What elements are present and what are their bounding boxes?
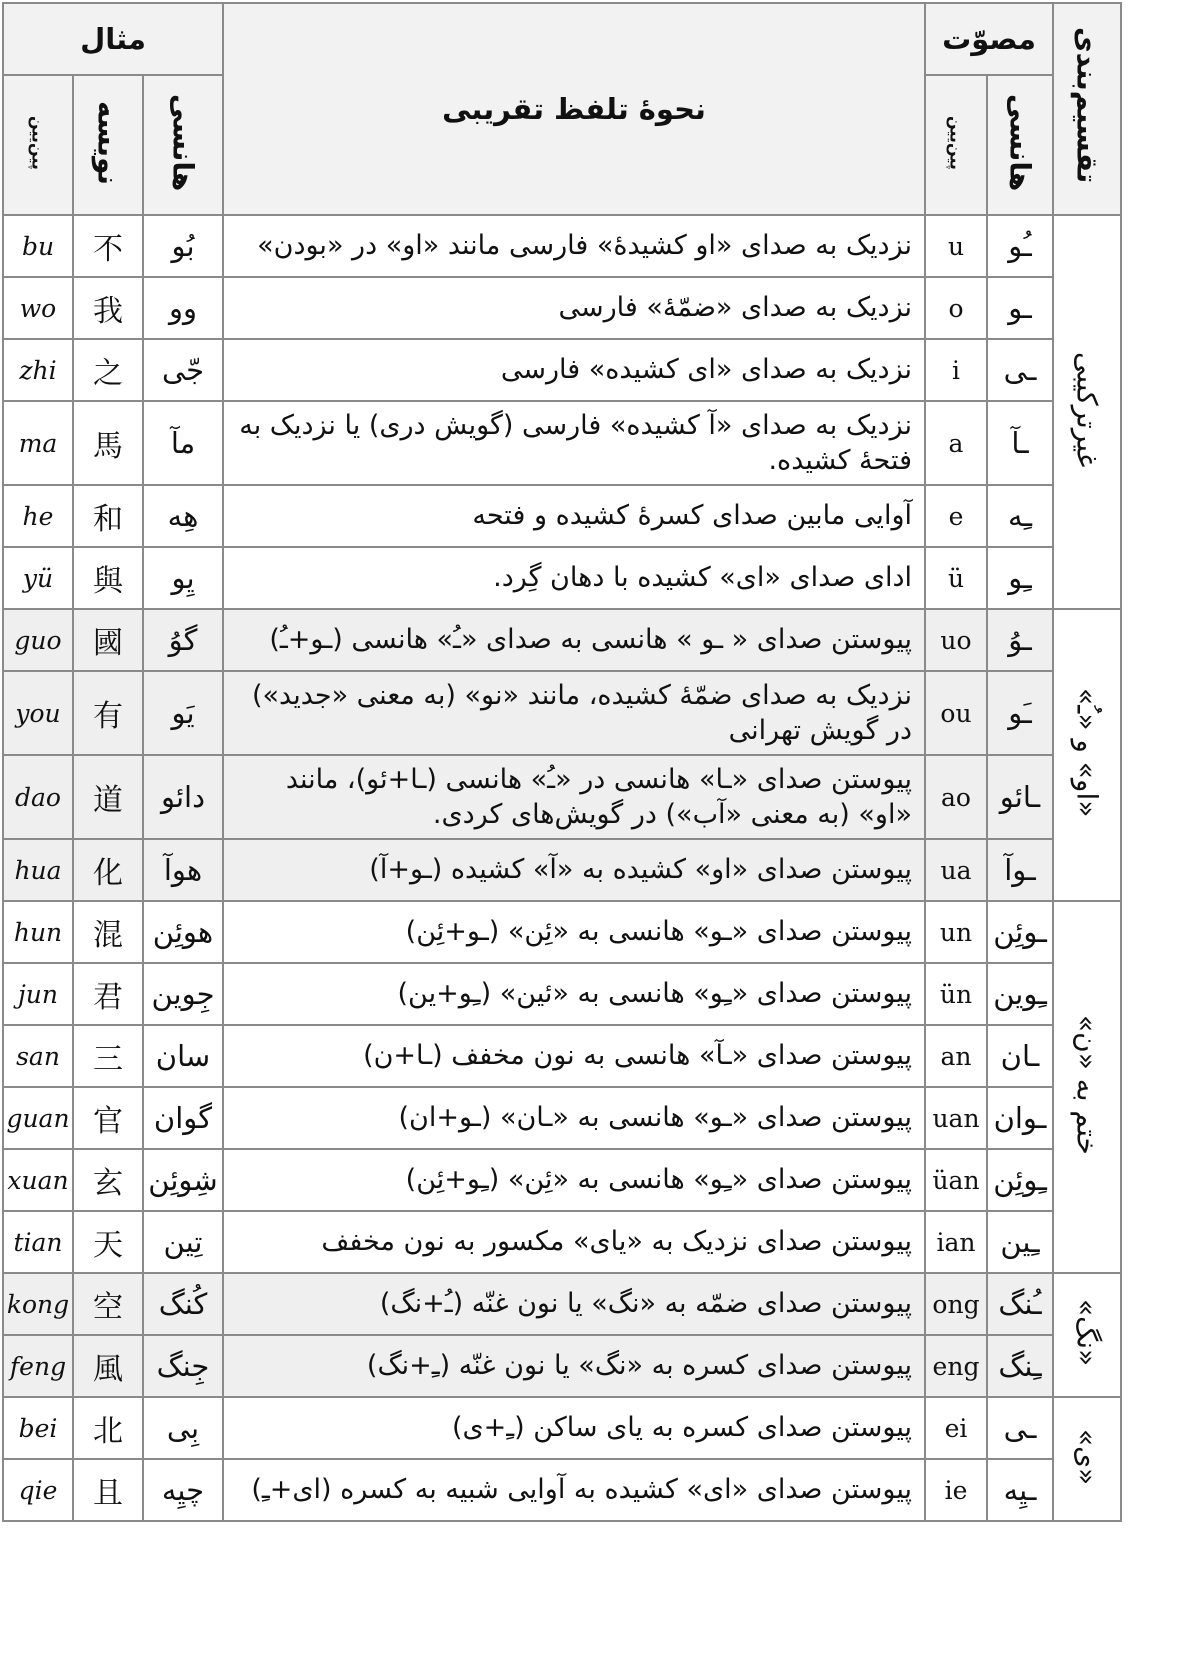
table-row [3, 755, 1121, 839]
vowel-pinyin-cell: o [925, 277, 987, 339]
pronunciation-cell: پیوستن صدای نزدیک به «یای» مکسور به نون مخفف [223, 1211, 925, 1273]
header-example: مثال [3, 3, 223, 75]
header-category: تقسیم‌بندی [1053, 3, 1121, 215]
vowel-table [2, 2, 1122, 1522]
example-script-cell: 道 [73, 755, 143, 839]
vowel-pinyin-cell: ian [925, 1211, 987, 1273]
example-pinyin-cell: wo [3, 277, 73, 339]
pronunciation-cell: پیوستن صدای ضمّه به «نگ» یا نون غنّه (ـُ+نگ) [223, 1273, 925, 1335]
pronunciation-cell: پیوستن صدای «ـآ» هانسی به نون مخفف (ـا+ن) [223, 1025, 925, 1087]
table-body [3, 215, 1121, 1521]
table-row [3, 1335, 1121, 1397]
example-hanesi-cell: هوئِن [143, 901, 223, 963]
header-example-hanesi: هانسی [143, 75, 223, 215]
pronunciation-cell: پیوستن صدای «ـِو» هانسی به «ئِن» (ـِو+ئِن) [223, 1149, 925, 1211]
example-hanesi-cell: دائو [143, 755, 223, 839]
example-hanesi-cell: جِوین [143, 963, 223, 1025]
pronunciation-cell: نزدیک به صدای «ای کشیده» فارسی [223, 339, 925, 401]
pronunciation-cell: پیوستن صدای «ـا» هانسی در «ـُ» هانسی (ـا+ئو)، مانند «او» (به معنی «آب») در گویش‌های کردی. [223, 755, 925, 839]
category-cell [1053, 1397, 1121, 1521]
vowel-pinyin-cell: i [925, 339, 987, 401]
table-row [3, 215, 1121, 277]
example-script-cell: 官 [73, 1087, 143, 1149]
example-script-cell: 北 [73, 1397, 143, 1459]
example-pinyin-cell: he [3, 485, 73, 547]
pronunciation-cell: پیوستن صدای «ـِو» هانسی به «ئین» (ـِو+ین) [223, 963, 925, 1025]
vowel-pinyin-cell: ei [925, 1397, 987, 1459]
vowel-hanesi-cell: ـِنگ [987, 1335, 1053, 1397]
table-row [3, 547, 1121, 609]
pronunciation-cell: پیوستن صدای کسره به یای ساکن (ـِ+ی) [223, 1397, 925, 1459]
vowel-pinyin-cell: an [925, 1025, 987, 1087]
pronunciation-cell: آوایی مابین صدای کسرهٔ کشیده و فتحه [223, 485, 925, 547]
example-pinyin-cell: kong [3, 1273, 73, 1335]
vowel-pinyin-cell: ao [925, 755, 987, 839]
table-row [3, 1087, 1121, 1149]
table-row [3, 963, 1121, 1025]
vowel-pinyin-cell: e [925, 485, 987, 547]
example-hanesi-cell: مآ [143, 401, 223, 485]
header-vowel-pinyin: پین‌یین [925, 75, 987, 215]
example-hanesi-cell: یَو [143, 671, 223, 755]
pronunciation-cell: نزدیک به صدای «آ کشیده» فارسی (گویش دری) یا نزدیک به فتحهٔ کشیده. [223, 401, 925, 485]
example-pinyin-cell: bei [3, 1397, 73, 1459]
pronunciation-cell: ادای صدای «ای» کشیده با دهان گِرد. [223, 547, 925, 609]
header-vowel-hanesi: هانسی [987, 75, 1053, 215]
example-pinyin-cell: jun [3, 963, 73, 1025]
category-label: غیرترکیبی [1070, 352, 1104, 468]
table-row [3, 1459, 1121, 1521]
example-pinyin-cell: san [3, 1025, 73, 1087]
example-script-cell: 風 [73, 1335, 143, 1397]
table-row [3, 401, 1121, 485]
vowel-hanesi-cell: ـِوین [987, 963, 1053, 1025]
vowel-pinyin-cell: eng [925, 1335, 987, 1397]
category-cell [1053, 215, 1121, 609]
vowel-pinyin-cell: uo [925, 609, 987, 671]
pronunciation-cell: نزدیک به صدای «ضمّهٔ» فارسی [223, 277, 925, 339]
example-script-cell: 君 [73, 963, 143, 1025]
vowel-hanesi-cell: ـِوئِن [987, 1149, 1053, 1211]
table-row [3, 339, 1121, 401]
pronunciation-cell: پیوستن صدای «ـو» هانسی به «ـان» (ـو+ان) [223, 1087, 925, 1149]
example-script-cell: 與 [73, 547, 143, 609]
vowel-pinyin-cell: uan [925, 1087, 987, 1149]
example-script-cell: 且 [73, 1459, 143, 1521]
example-hanesi-cell: کُنگ [143, 1273, 223, 1335]
example-pinyin-cell: ma [3, 401, 73, 485]
example-script-cell: 天 [73, 1211, 143, 1273]
header-pronunciation: نحوهٔ تلفظ تقریبی [223, 3, 925, 215]
table-row [3, 901, 1121, 963]
header-example-script: نویسه [73, 75, 143, 215]
example-pinyin-cell: hun [3, 901, 73, 963]
example-pinyin-cell: guo [3, 609, 73, 671]
table-row [3, 1149, 1121, 1211]
vowel-hanesi-cell: ـی [987, 1397, 1053, 1459]
example-hanesi-cell: تِین [143, 1211, 223, 1273]
example-hanesi-cell: بِی [143, 1397, 223, 1459]
example-script-cell: 空 [73, 1273, 143, 1335]
example-hanesi-cell: یِو [143, 547, 223, 609]
pronunciation-cell: پیوستن صدای کسره به «نگ» یا نون غنّه (ـِ+نگ) [223, 1335, 925, 1397]
vowel-hanesi-cell: ـِو [987, 547, 1053, 609]
vowel-hanesi-cell: ـَو [987, 671, 1053, 755]
example-pinyin-cell: tian [3, 1211, 73, 1273]
example-hanesi-cell: چیِه [143, 1459, 223, 1521]
pronunciation-cell: نزدیک به صدای ضمّهٔ کشیده، مانند «نو» (به معنی «جدید») در گویش تهرانی [223, 671, 925, 755]
vowel-pinyin-cell: ün [925, 963, 987, 1025]
example-pinyin-cell: xuan [3, 1149, 73, 1211]
vowel-pinyin-cell: a [925, 401, 987, 485]
category-cell [1053, 609, 1121, 901]
example-hanesi-cell: هِه [143, 485, 223, 547]
example-script-cell: 化 [73, 839, 143, 901]
vowel-pinyin-cell: ou [925, 671, 987, 755]
pronunciation-cell: پیوستن صدای « ـو » هانسی به صدای «ـُ» هانسی (ـو+ـُ) [223, 609, 925, 671]
table-row [3, 485, 1121, 547]
example-script-cell: 馬 [73, 401, 143, 485]
table-row [3, 609, 1121, 671]
vowel-pinyin-cell: ie [925, 1459, 987, 1521]
header-example-pinyin: پین‌یین [3, 75, 73, 215]
table-row [3, 839, 1121, 901]
vowel-hanesi-cell: ـآ [987, 401, 1053, 485]
vowel-hanesi-cell: ـوُ [987, 609, 1053, 671]
vowel-hanesi-cell: ـان [987, 1025, 1053, 1087]
example-hanesi-cell: گوُ [143, 609, 223, 671]
example-pinyin-cell: yü [3, 547, 73, 609]
example-pinyin-cell: zhi [3, 339, 73, 401]
example-hanesi-cell: گوان [143, 1087, 223, 1149]
example-hanesi-cell: وو [143, 277, 223, 339]
pronunciation-cell: پیوستن صدای «ـو» هانسی به «ئِن» (ـو+ئِن) [223, 901, 925, 963]
example-pinyin-cell: feng [3, 1335, 73, 1397]
category-cell [1053, 1273, 1121, 1397]
vowel-hanesi-cell: ـوآ [987, 839, 1053, 901]
vowel-pinyin-cell: ü [925, 547, 987, 609]
category-label: «نگ» [1070, 1299, 1104, 1367]
example-hanesi-cell: جّی [143, 339, 223, 401]
example-script-cell: 玄 [73, 1149, 143, 1211]
category-label: «ی» [1070, 1428, 1104, 1486]
vowel-pinyin-cell: ong [925, 1273, 987, 1335]
vowel-hanesi-cell: ـِه [987, 485, 1053, 547]
example-hanesi-cell: جِنگ [143, 1335, 223, 1397]
vowel-pinyin-cell: ua [925, 839, 987, 901]
example-script-cell: 混 [73, 901, 143, 963]
example-script-cell: 和 [73, 485, 143, 547]
example-pinyin-cell: dao [3, 755, 73, 839]
pronunciation-cell: نزدیک به صدای «او کشیدهٔ» فارسی مانند «او» در «بودن» [223, 215, 925, 277]
vowel-hanesi-cell: ـو [987, 277, 1053, 339]
example-script-cell: 我 [73, 277, 143, 339]
vowel-hanesi-cell: ـوئِن [987, 901, 1053, 963]
header-vowel: مصوّت [925, 3, 1053, 75]
pronunciation-cell: پیوستن صدای «ای» کشیده به آوایی شبیه به کسره (ای+ـِ) [223, 1459, 925, 1521]
category-cell [1053, 901, 1121, 1273]
table-row [3, 671, 1121, 755]
vowel-hanesi-cell: ـی [987, 339, 1053, 401]
vowel-pinyin-cell: u [925, 215, 987, 277]
example-hanesi-cell: سان [143, 1025, 223, 1087]
vowel-pinyin-cell: un [925, 901, 987, 963]
example-hanesi-cell: بُو [143, 215, 223, 277]
vowel-hanesi-cell: ـِین [987, 1211, 1053, 1273]
example-script-cell: 三 [73, 1025, 143, 1087]
vowel-hanesi-cell: ـائو [987, 755, 1053, 839]
category-label: «او» و «ـُ» [1070, 688, 1104, 818]
example-hanesi-cell: شِوئِن [143, 1149, 223, 1211]
table-row [3, 1273, 1121, 1335]
example-script-cell: 有 [73, 671, 143, 755]
category-label: ختم به «ن» [1070, 1015, 1104, 1155]
example-pinyin-cell: guan [3, 1087, 73, 1149]
example-script-cell: 國 [73, 609, 143, 671]
table-row [3, 277, 1121, 339]
example-pinyin-cell: you [3, 671, 73, 755]
vowel-hanesi-cell: ـُنگ [987, 1273, 1053, 1335]
example-script-cell: 之 [73, 339, 143, 401]
example-pinyin-cell: bu [3, 215, 73, 277]
example-script-cell: 不 [73, 215, 143, 277]
table-row [3, 1397, 1121, 1459]
table-row [3, 1211, 1121, 1273]
table-row [3, 1025, 1121, 1087]
vowel-pinyin-cell: üan [925, 1149, 987, 1211]
example-pinyin-cell: hua [3, 839, 73, 901]
vowel-hanesi-cell: ـیِه [987, 1459, 1053, 1521]
vowel-hanesi-cell: ـوان [987, 1087, 1053, 1149]
pronunciation-cell: پیوستن صدای «او» کشیده به «آ» کشیده (ـو+آ) [223, 839, 925, 901]
vowel-hanesi-cell: ـُو [987, 215, 1053, 277]
example-pinyin-cell: qie [3, 1459, 73, 1521]
example-hanesi-cell: هوآ [143, 839, 223, 901]
